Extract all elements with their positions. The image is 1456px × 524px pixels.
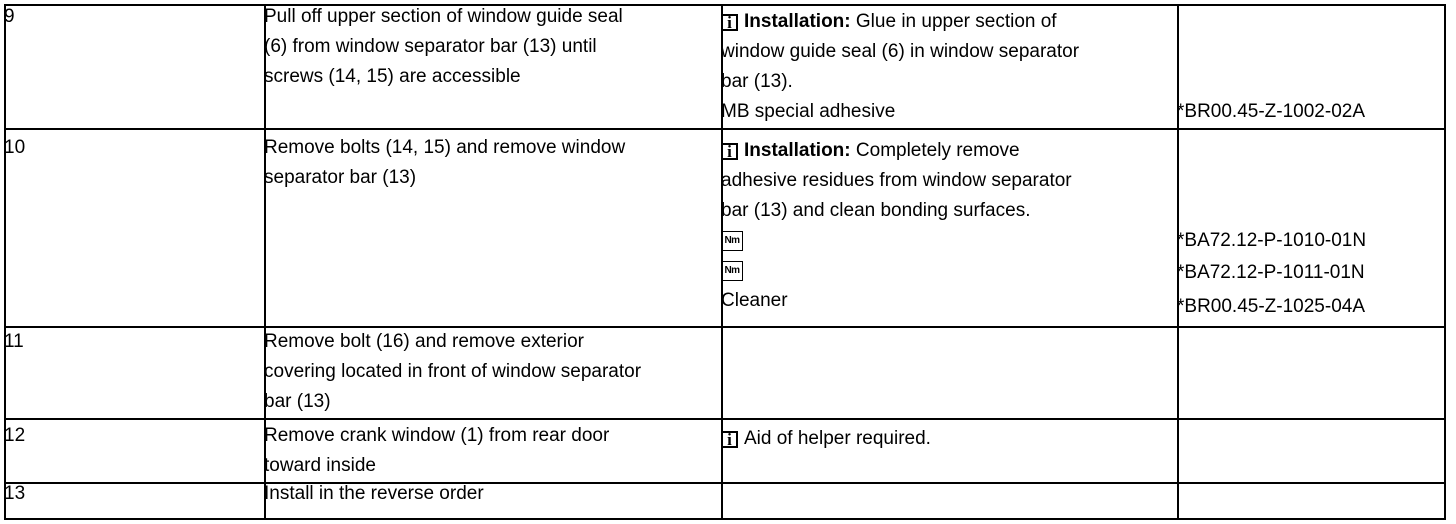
step-note: i Installation: Completely remove adhesive residues from window separator bar (13) and clean bonding surfaces. Nm Nm Cleaner [721, 136, 1173, 316]
row-divider [6, 482, 1444, 484]
step-number: 11 [4, 331, 24, 352]
material-item: Cleaner [721, 290, 788, 311]
step-note: i Installation: Glue in upper section of window guide seal (6) in window separator bar (13). MB special adhesive [721, 7, 1173, 127]
torque-nm-icon: Nm [721, 261, 743, 281]
row-divider [6, 326, 1444, 328]
step-description: Remove crank window (1) from rear door toward inside [264, 425, 610, 476]
info-icon: i [721, 431, 738, 448]
row-divider [6, 418, 1444, 420]
torque-nm-icon: Nm [721, 231, 743, 251]
info-icon: i [721, 14, 738, 31]
step-description: Remove bolts (14, 15) and remove window separator bar (13) [264, 137, 626, 188]
reference-link[interactable]: *BR00.45-Z-1002-02A [1177, 101, 1365, 122]
step-description: Remove bolt (16) and remove exterior covering located in front of window separator bar (13) [264, 331, 642, 412]
step-description: Pull off upper section of window guide seal (6) from window separator bar (13) until screws (14, 15) are accessible [264, 6, 623, 87]
installation-label: Installation: [744, 11, 851, 32]
step-number: 10 [4, 137, 26, 158]
reference-link[interactable]: *BA72.12-P-1010-01N [1177, 230, 1367, 251]
info-icon: i [721, 143, 738, 160]
step-note: i Aid of helper required. [721, 424, 1173, 454]
step-description: Install in the reverse order [264, 483, 484, 504]
material-item: MB special adhesive [721, 101, 896, 122]
installation-label: Installation: [744, 140, 851, 161]
reference-link[interactable]: *BR00.45-Z-1025-04A [1177, 296, 1365, 317]
step-number: 9 [4, 6, 15, 27]
step-number: 13 [4, 483, 26, 504]
reference-link[interactable]: *BA72.12-P-1011-01N [1177, 262, 1365, 283]
row-divider [6, 128, 1444, 130]
step-number: 12 [4, 425, 26, 446]
